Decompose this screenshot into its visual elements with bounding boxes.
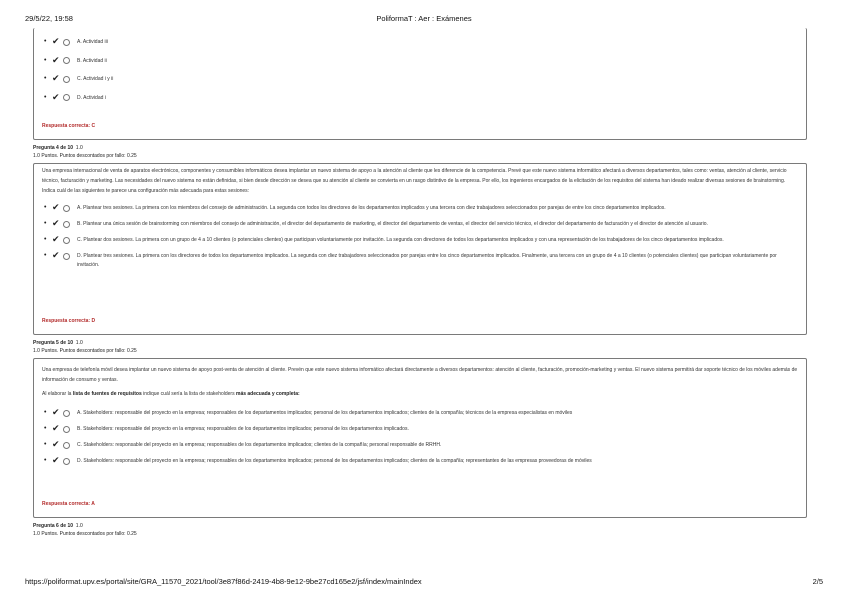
question-5-meta <box>33 339 137 355</box>
question-4-meta <box>33 144 137 160</box>
page-number: 2/5 <box>812 577 823 586</box>
option-a <box>42 204 798 213</box>
question-points: 1.0 Puntos. Puntos descontados por fallo: 0.25 <box>33 153 137 159</box>
print-page-title: PoliformaT : Aer : Exámenes <box>376 14 472 23</box>
option-label: C. Plantear dos sesiones. La primera con un grupo de 4 a 10 clientes (o potenciales clientes) que participan voluntariamente por invitación. La segunda con directores de todos los departamentos implicados y con una representación de los trabajadores de los cinco departamentos implicados. <box>77 237 724 243</box>
question-5-options <box>34 403 806 466</box>
bullet-icon: • <box>44 252 47 259</box>
radio-button[interactable] <box>63 426 70 433</box>
question-text <box>34 359 806 399</box>
option-c <box>42 441 798 450</box>
checkmark-icon: ✔ <box>52 423 60 433</box>
bullet-icon: • <box>44 56 47 64</box>
radio-button[interactable] <box>63 237 70 244</box>
checkmark-icon: ✔ <box>52 73 60 83</box>
radio-button[interactable] <box>63 410 70 417</box>
option-b <box>42 54 798 66</box>
radio-button[interactable] <box>63 442 70 449</box>
radio-button[interactable] <box>63 221 70 228</box>
checkmark-icon: ✔ <box>52 234 60 244</box>
radio-button[interactable] <box>63 458 70 465</box>
question-number: Pregunta 4 de 10 <box>33 145 74 151</box>
option-label: D. Actividad i <box>77 94 106 101</box>
bullet-icon: • <box>44 441 47 448</box>
question-prompt <box>42 389 798 399</box>
option-label: B. Actividad ii <box>77 57 107 64</box>
option-label: D. Stakeholders: responsable del proyecto en la empresa; responsables de los departamentos implicados; personal de los departamentos implicados; clientes de la compañía; representantes de las empresas proveedoras de móviles <box>77 458 592 464</box>
checkmark-icon: ✔ <box>52 218 60 228</box>
bullet-icon: • <box>44 38 47 45</box>
question-value: 1.0 <box>75 523 83 529</box>
checkmark-icon: ✔ <box>52 407 60 417</box>
checkmark-icon: ✔ <box>52 439 60 449</box>
question-6-meta <box>33 522 137 538</box>
prompt-bold: lista de fuentes de requisitos <box>72 391 142 397</box>
correct-answer: Respuesta correcta: A <box>42 501 95 507</box>
radio-button[interactable] <box>63 253 70 260</box>
question-4-options <box>34 200 806 269</box>
prompt-text: indique cuál sería la lista de stakeholders <box>141 391 236 397</box>
option-label: B. Plantear una única sesión de brainstorming con miembros del consejo de administración, el director del departamento de marketing, el director del departamento de ventas, el director del servicio técnico, el director del departamento de facturación y el director de atención al usuario. <box>77 221 708 227</box>
bullet-icon: • <box>44 409 47 416</box>
bullet-icon: • <box>44 220 47 227</box>
correct-answer: Respuesta correcta: C <box>42 123 96 129</box>
question-statement: Una empresa internacional de venta de aparatos electrónicos, componentes y consumibles informáticos desea implantar un nuevo sistema de apoyo a la atención al cliente que les diferencie de la competencia. Prevé que este nuevo sistema informático afectará a diversos departamentos, tales como: ventas, atención al cliente, servicio técnico, facturación y marketing. Las necesidades del nuevo sistema no están definidas, si bien desde dirección se desea que su atención al cliente se convierta en un rasgo distintivo de la empresa. Por ello, los ingenieros encargados de la elicitación de los requisitos del sistema han ideado realizar diversas sesiones de brainstorming. Indica cuál de las siguientes te parece una configuración más adecuada para estas sesiones: <box>42 168 787 194</box>
option-c <box>42 236 798 245</box>
question-statement: Una empresa de telefonía móvil desea implantar un nuevo sistema de apoyo post-venta de atención al cliente. Prevén que este nuevo sistema informático afectará directamente a diversos departamentos: atención al cliente, facturación, promoción-marketing y ventas. El nuevo sistema permitirá dar soporte técnico de los móviles además de información de consumo y ventas. <box>42 367 798 383</box>
page-url: https://poliformat.upv.es/portal/site/GRA_11570_2021/tool/3e87f86d-2419-4b8-9e12-9be27cd165e2/jsf/index/mainIndex <box>25 577 422 586</box>
question-number: Pregunta 5 de 10 <box>33 340 74 346</box>
question-points: 1.0 Puntos. Puntos descontados por fallo: 0.25 <box>33 531 137 537</box>
bullet-icon: • <box>44 204 47 211</box>
bullet-icon: • <box>44 457 47 464</box>
question-value: 1.0 <box>75 340 83 346</box>
option-label: C. Actividad i y ii <box>77 76 114 82</box>
question-5-panel <box>33 358 807 518</box>
checkmark-icon: ✔ <box>52 250 60 260</box>
checkmark-icon: ✔ <box>52 36 60 46</box>
radio-button[interactable] <box>63 205 70 212</box>
bullet-icon: • <box>44 93 47 101</box>
option-label: D. Plantear tres sesiones. La primera con los directores de todos los departamentos implicados. La segunda con diez trabajadores seleccionados por parejas entre los cinco departamentos implicados. Finalmente, una tercera con un grupo de 4 a 10 clientes (o potenciales clientes) que participan voluntariamente por invitación. <box>77 253 777 268</box>
radio-button[interactable] <box>63 39 70 46</box>
bullet-icon: • <box>44 425 47 432</box>
question-3-panel <box>33 28 807 140</box>
prompt-bold: más adecuada y completa: <box>236 391 300 397</box>
checkmark-icon: ✔ <box>52 54 60 65</box>
checkmark-icon: ✔ <box>52 91 60 102</box>
option-b <box>42 220 798 229</box>
checkmark-icon: ✔ <box>52 202 60 212</box>
option-d <box>42 252 798 269</box>
print-header <box>25 14 823 26</box>
option-label: B. Stakeholders: responsable del proyecto en la empresa; responsables de los departamentos implicados; personal de los departamentos implicados. <box>77 426 409 432</box>
checkmark-icon: ✔ <box>52 455 60 465</box>
question-3-options <box>34 28 806 102</box>
question-value: 1.0 <box>75 145 83 151</box>
print-datetime: 29/5/22, 19:58 <box>25 14 73 23</box>
option-b <box>42 425 798 434</box>
question-number: Pregunta 6 de 10 <box>33 523 74 529</box>
question-text <box>34 164 806 196</box>
radio-button[interactable] <box>63 76 70 83</box>
question-4-panel <box>33 163 807 335</box>
question-points: 1.0 Puntos. Puntos descontados por fallo: 0.25 <box>33 348 137 354</box>
prompt-text: Al elaborar la <box>42 391 73 397</box>
option-a <box>42 409 798 418</box>
option-d <box>42 457 798 466</box>
radio-button[interactable] <box>63 57 70 64</box>
bullet-icon: • <box>44 236 47 243</box>
option-label: A. Plantear tres sesiones. La primera con los miembros del consejo de administración. La segunda con todos los directores de los departamentos implicados y una tercera con diez trabajadores seleccionados por parejas de entre los cinco departamentos implicados. <box>77 205 666 211</box>
option-c <box>42 75 798 84</box>
option-label: C. Stakeholders: responsable del proyecto en la empresa; responsables de los departamentos implicados; clientes de la compañía; personal responsable de RRHH. <box>77 442 442 448</box>
radio-button[interactable] <box>63 94 70 101</box>
option-label: A. Actividad iii <box>77 39 108 45</box>
bullet-icon: • <box>44 75 47 82</box>
correct-answer: Respuesta correcta: D <box>42 318 96 324</box>
option-label: A. Stakeholders: responsable del proyecto en la empresa; responsables de los departamentos implicados; personal de los departamentos implicados; clientes de la compañía; técnicos de la empresa especialistas en móviles <box>77 410 573 416</box>
print-footer <box>25 577 823 589</box>
option-d <box>42 91 798 103</box>
option-a <box>42 38 798 47</box>
